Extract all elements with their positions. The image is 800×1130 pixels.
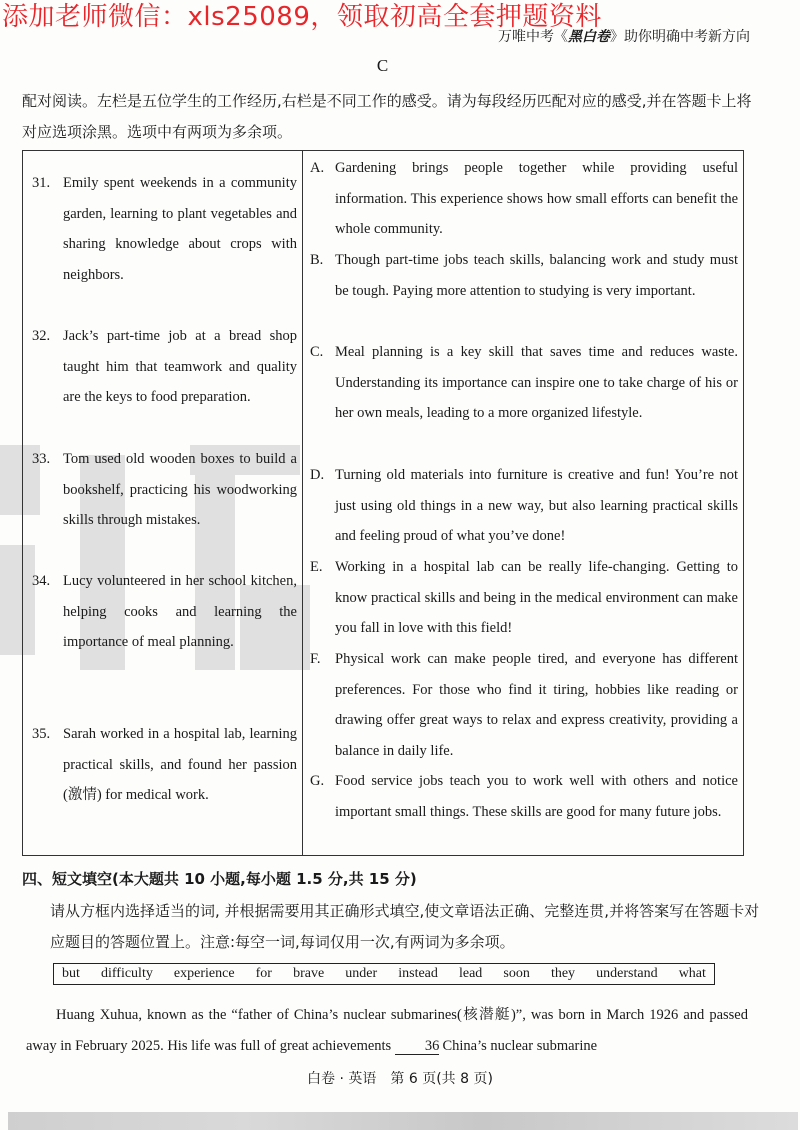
question-text: Jack’s part-time job at a bread shop taught him that teamwork and quality are the keys to food preparation. (63, 328, 297, 406)
blank-36: 36 (395, 1038, 439, 1055)
question-31 (32, 168, 297, 290)
section-letter: C (376, 56, 389, 75)
option-label: C. (310, 344, 324, 360)
question-number: 34. (32, 573, 51, 589)
question-number: 33. (32, 451, 51, 467)
option-a (310, 153, 738, 245)
option-label: A. (310, 160, 325, 176)
option-label: E. (310, 559, 323, 575)
question-33 (32, 444, 297, 536)
question-32 (32, 321, 297, 413)
word-bank-item: they (550, 966, 576, 981)
table-divider (302, 150, 303, 856)
option-text: Turning old materials into furniture is creative and fun! You’re not just using old things in a new way, but also learning practical skills and feeling proud of what you’ve done! (335, 467, 738, 545)
question-34 (32, 566, 297, 658)
passage-text: China’s nuclear submarine (438, 1038, 598, 1054)
option-d (310, 460, 738, 552)
section-4-instructions: 请从方框内选择适当的词, 并根据需要用其正确形式填空,使文章语法正确、完整连贯,并将答案写在答题卡对应题目的答题位置上。注意:每空一词,每词仅用一次,有两词为多余项。 (50, 902, 760, 951)
word-bank-item: lead (458, 966, 483, 981)
option-g (310, 766, 738, 827)
option-c (310, 337, 738, 429)
promo-banner: 添加老师微信：xls25089，领取初高全套押题资料 (2, 2, 602, 32)
option-label: B. (310, 252, 324, 268)
option-text: Though part-time jobs teach skills, balancing work and study must be tough. Paying more attention to studying is very important. (335, 252, 738, 299)
section-4-heading: 四、短文填空(本大题共 10 小题,每小题 1.5 分,共 15 分) (22, 870, 417, 888)
question-text: Lucy volunteered in her school kitchen, helping cooks and learning the importance of meal planning. (63, 573, 297, 651)
option-f (310, 644, 738, 766)
word-bank-item: brave (293, 966, 325, 981)
word-bank-item: under (345, 966, 378, 981)
scan-edge-strip (8, 1112, 798, 1130)
option-text: Meal planning is a key skill that saves time and reduces waste. Understanding its importance can inspire one to take charge of his or her own meals, leading to a more organized lifestyle. (335, 344, 738, 422)
question-text: Sarah worked in a hospital lab, learning practical skills, and found her passion (激情) for medical work. (63, 726, 297, 804)
word-bank-item: understand (596, 966, 658, 981)
option-b (310, 245, 738, 306)
word-bank-item: but (62, 966, 80, 981)
word-bank-item: soon (503, 966, 530, 981)
question-number: 32. (32, 328, 51, 344)
option-text: Working in a hospital lab can be really life-changing. Getting to know practical skills and being in the medical environment can make you fall in love with this field! (335, 559, 738, 637)
word-bank-item: instead (398, 966, 438, 981)
question-text: Emily spent weekends in a community garden, learning to plant vegetables and sharing knowledge about crops with neighbors. (63, 175, 297, 283)
question-35 (32, 719, 297, 811)
option-text: Physical work can make people tired, and everyone has different preferences. For those who find it tiring, hobbies like reading or drawing offer great ways to relax and express creativity, providing a balance in daily life. (335, 651, 738, 759)
word-bank (53, 963, 715, 985)
slogan-suffix: 》助你明确中考新方向 (610, 29, 750, 45)
slogan-prefix: 万唯中考《 (498, 29, 568, 45)
option-label: G. (310, 773, 325, 789)
option-label: D. (310, 467, 325, 483)
page-footer: 白卷 · 英语 第 6 页(共 8 页) (307, 1071, 493, 1087)
header-slogan (498, 26, 750, 46)
word-bank-item: difficulty (100, 966, 153, 981)
option-label: F. (310, 651, 321, 667)
question-number: 31. (32, 175, 51, 191)
passage-text: Huang Xuhua, known as the “father of China’s nuclear submarines(核潜艇)”, was born in March 1926 and passed away in February 2025. His life was full of great achievements (26, 1007, 748, 1054)
word-bank-item: for (255, 966, 272, 981)
word-bank-item: what (678, 966, 706, 981)
option-text: Food service jobs teach you to work well with others and notice important small things. These skills are good for many future jobs. (335, 773, 738, 820)
question-number: 35. (32, 726, 51, 742)
slogan-brand: 黑白卷 (568, 29, 610, 45)
option-text: Gardening brings people together while providing useful information. This experience shows how small efforts can benefit the whole community. (335, 160, 738, 238)
section-c-instructions: 配对阅读。左栏是五位学生的工作经历,右栏是不同工作的感受。请为每段经历匹配对应的感受,并在答题卡上将对应选项涂黑。选项中有两项为多余项。 (22, 92, 752, 141)
word-bank-item: experience (173, 966, 235, 981)
question-text: Tom used old wooden boxes to build a bookshelf, practicing his woodworking skills through mistakes. (63, 451, 297, 529)
passage-paragraph (26, 1000, 748, 1062)
option-e (310, 552, 738, 644)
passage (26, 1000, 748, 1062)
